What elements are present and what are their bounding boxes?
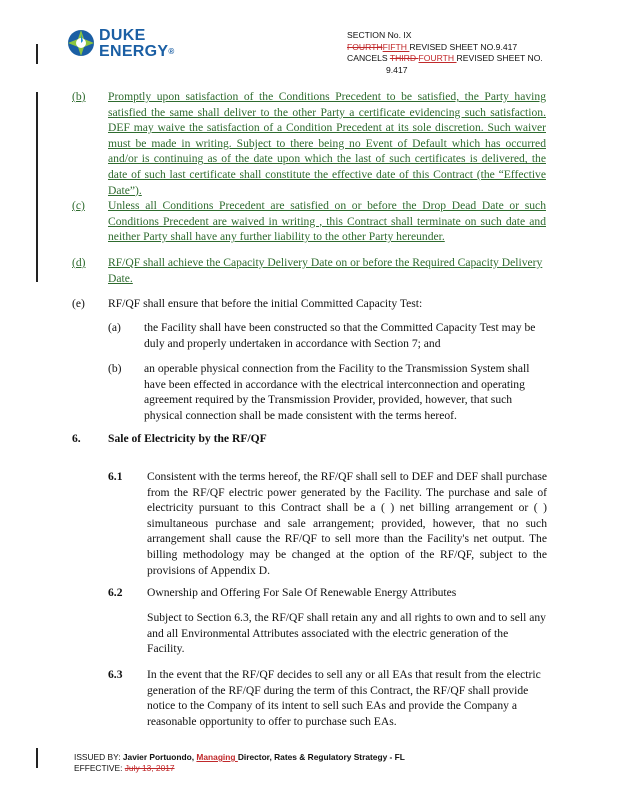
section-6-3-text: In the event that the RF/QF decides to sell any or all EAs that result from the electric generation of the RF/QF during the term of this Contract, the RF/QF shall provide notice to the Company of its intent to sell such EAs and provide the Company a reasonable opportunity to offer to purchase such EAs. xyxy=(147,668,541,728)
issued-by: ISSUED BY: Javier Portuondo, Managing Director, Rates & Regulatory Strategy - FL xyxy=(74,752,405,762)
revision-bar-top xyxy=(36,44,38,64)
item-e-text: RF/QF shall ensure that before the initial Committed Capacity Test: xyxy=(108,297,423,310)
item-e-label: (e) xyxy=(72,297,85,310)
section-6-1-text: Consistent with the terms hereof, the RF/QF shall sell to DEF and DEF shall purchase from the RF/QF electric power generated by the Facility. The purchase and sale of electricity pursuant to this Contract shall be a ( ) net billing arrangement or ( ) simultaneous purchase and sale arrangement; provided, however, that no such arrangement shall cause the RF/QF to sell more than the Facility's net output. The billing methodology may be changed at the option of the RF/QF, subject to the provisions of Appendix D. xyxy=(147,470,547,577)
logo-line1: DUKE xyxy=(99,27,146,44)
cancels-sheet-number: 9.417 xyxy=(386,64,408,75)
sheet-number: FOURTHFIFTH REVISED SHEET NO.9.417 xyxy=(347,41,518,52)
sheet-header xyxy=(347,30,587,76)
footer xyxy=(74,752,594,774)
item-e-a-label: (a) xyxy=(108,321,121,334)
duke-energy-logo xyxy=(66,26,186,66)
item-e-b-text: an operable physical connection from the Facility to the Transmission System shall have been effected in accordance with the electrical interconnection and operating agreement required by the Transmission Provider, provided, however, that such physical connection shall be made consistent with the terms hereof. xyxy=(144,362,530,422)
item-b-text: Promptly upon satisfaction of the Conditions Precedent to be satisfied, the Party having satisfied the same shall deliver to the other Party a certificate evidencing such satisfaction. DEF may waive the satisfaction of a Condition Precedent at its sole discretion. Such waiver must be made in writing. Subject to there being no Event of Default which has occurred and/or is continuing as of the date upon which the last of such certificates is delivered, the date of such last certificate shall constitute the effective date of this Contract (the “Effective Date”). xyxy=(108,90,546,197)
revision-bar-footer xyxy=(36,748,38,768)
item-d-label: (d) xyxy=(72,256,86,269)
duke-energy-logo-mark-icon xyxy=(66,28,96,58)
section-6-2-title: Ownership and Offering For Sale Of Renewable Energy Attributes xyxy=(147,586,457,599)
cancels-line: CANCELS THIRD FOURTH REVISED SHEET NO. xyxy=(347,53,543,63)
effective-date: EFFECTIVE: July 13, 2017 xyxy=(74,763,175,773)
item-b-label: (b) xyxy=(72,90,86,103)
logo-line2: ENERGY® xyxy=(99,43,175,60)
section-6-2-number: 6.2 xyxy=(108,586,123,599)
section-number: SECTION No. IX xyxy=(347,30,412,40)
item-e-b-label: (b) xyxy=(108,362,122,375)
section-6-2-text: Subject to Section 6.3, the RF/QF shall retain any and all rights to own and to sell any and all Environmental Attributes associated with the electric generation of the Facility. xyxy=(147,611,546,656)
revision-bar-main xyxy=(36,92,38,282)
item-d-text: RF/QF shall achieve the Capacity Delivery Date on or before the Required Capacity Delivery Date. xyxy=(108,256,543,285)
section-6-3-number: 6.3 xyxy=(108,668,123,681)
item-c-text: Unless all Conditions Precedent are satisfied on or before the Drop Dead Date or such Conditions Precedent are waived in writing , this Contract shall terminate on such date and neither Party shall have any further liability to the other Party hereunder. xyxy=(108,199,546,244)
section-6-number: 6. xyxy=(72,432,81,445)
item-e-a-text: the Facility shall have been constructed so that the Committed Capacity Test may be duly and properly undertaken in accordance with Section 7; and xyxy=(144,321,536,350)
section-6-title: Sale of Electricity by the RF/QF xyxy=(108,432,267,445)
section-6-1-number: 6.1 xyxy=(108,470,123,483)
item-c-label: (c) xyxy=(72,199,85,212)
